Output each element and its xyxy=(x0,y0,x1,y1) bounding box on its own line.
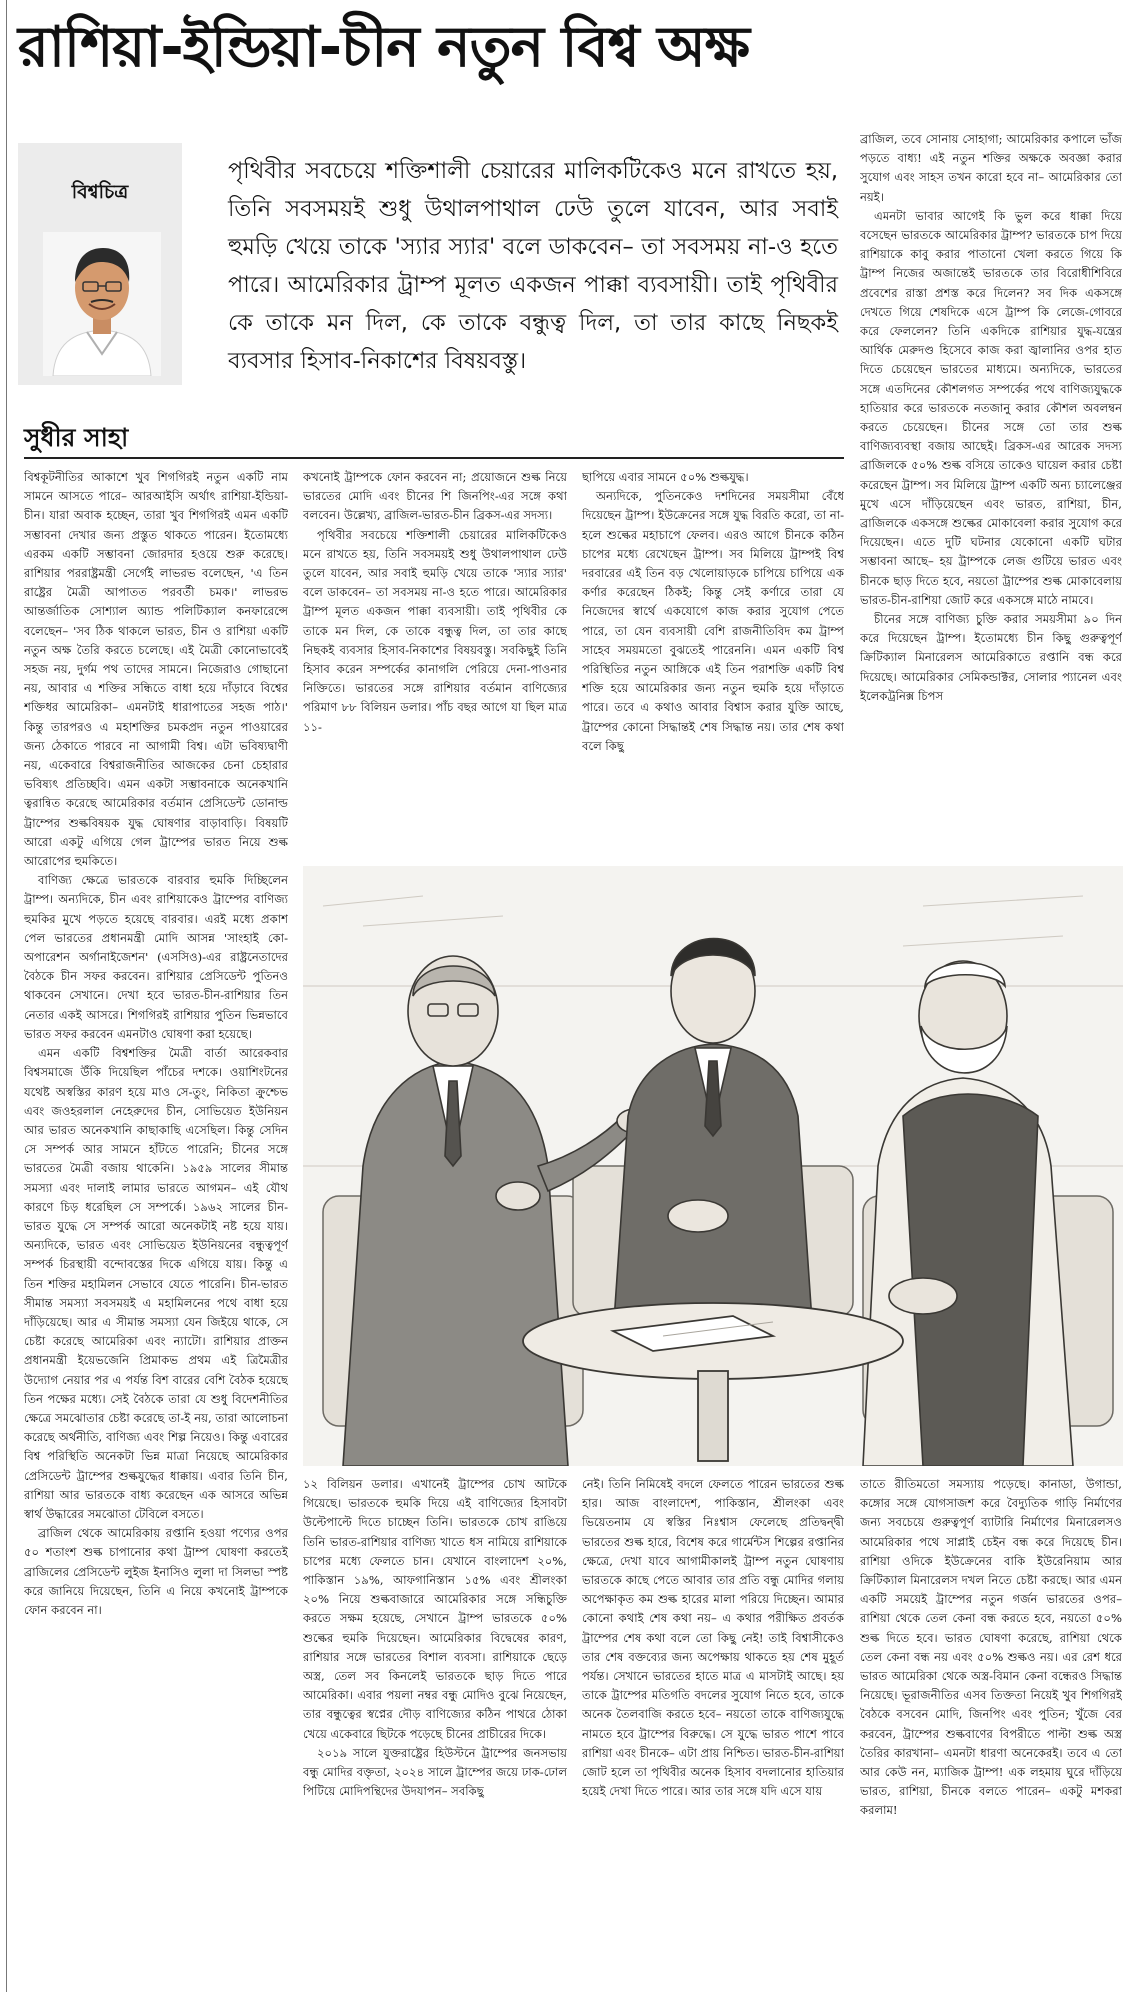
article-column-3-top xyxy=(582,468,844,858)
paragraph: ছাপিয়ে এবার সামনে ৫০% শুল্কযুদ্ধ। xyxy=(582,470,749,484)
paragraph: বিশ্বকূটনীতির আকাশে খুব শিগগিরই নতুন একটি নাম সামনে আসতে পারে– আরআইসি অর্থাৎ রাশিয়া-ইন্ডিয়া-চীন। যারা অবাক হচ্ছেন, তারা খুব শিগগিরই এমন একটি সম্ভাবনা দেখার জন্য প্রস্তুত থাকতে পারেন। ইতোমধ্যে এরকম একটি সম্ভাবনা জোরদার হওয়ে শুরু করেছে। রাশিয়ার পররাষ্ট্রমন্ত্রী সের্গেই লাভরভ বলেছেন, 'এ তিন রাষ্ট্রের মৈত্রী আপাতত পরবর্তী চমক।' লাভরভ আন্তর্জাতিক সোশ্যাল অ্যান্ড পলিটিক্যাল কনফারেন্সে বলেছেন– 'সব ঠিক থাকলে ভারত, চীন ও রাশিয়া একটি নতুন অক্ষ তৈরি করতে চলেছে। এই মৈত্রী কোনোভাবেই সহজ নয়, দুর্গম পথ তাদের সামনে। নিজেরাও গোছানো নয়, আবার এ শক্তির সন্ধিতে বাধা হয়ে দাঁড়াবে বিশ্বের শক্তিধর আমেরিকা– এমনটাই ধারাপাতের সহজ পাঠ।' কিন্তু তারপরও এ মহাশক্তির চমকপ্রদ নতুন পাওয়ারের জন্য ঠেকাতে পারবে না আগামী বিশ্ব। এটা ভবিষ্যদ্বাণী নয়, একেবারে বিশ্বরাজনীতির আজকের চেনা চেহারার ভবিষ্যৎ প্রতিচ্ছবি। এমন একটা সম্ভাবনাকে অনেকখানি ত্বরান্বিত করেছে আমেরিকার বর্তমান প্রেসিডেন্ট ডোনাল্ড ট্রাম্পের শুল্কবিষয়ক যুদ্ধ ঘোষণার বাড়াবাড়ি। বিষয়টি আরো একটু এগিয়ে গেল ট্রাম্পের ভারত নিয়ে শুল্ক আরোপের হুমকিতে। xyxy=(24,470,288,869)
article-column-1 xyxy=(24,468,288,1978)
article-column-4-bottom xyxy=(860,1475,1122,1980)
article-column-3-bottom xyxy=(582,1475,844,1980)
page-left-rule xyxy=(6,0,7,1992)
article-column-4-top xyxy=(860,130,1122,865)
paragraph: পৃথিবীর সবচেয়ে শক্তিশালী চেয়ারের মালিকটিকেও মনে রাখতে হয়, তিনি সবসময়ই শুধু উথালপাথাল ঢেউ তুলে যাবেন, আর সবাই হুমড়ি খেয়ে তাকে 'স্যার স্যার' বলে ডাকবেন– তা সবসময় না-ও হতে পারে। আমেরিকার ট্রাম্প মূলত একজন পাক্কা ব্যবসায়ী। তাই পৃথিবীর কে তাকে মন দিল, কে তাকে বন্ধুত্ব দিল, তা তার কাছে নিছকই ব্যবসার হিসাব-নিকাশের বিষয়বস্তু। সবকিছুই তিনি হিসাব করেন সম্পর্কের কানাগলি পেরিয়ে দেনা-পাওনার নিক্তিতে। ভারতের সঙ্গে রাশিয়ার বর্তমান বাণিজ্যের পরিমাণ ৮৮ বিলিয়ন ডলার। পাঁচ বছর আগে যা ছিল মাত্র ১১- xyxy=(303,527,567,734)
byline: সুধীর সাহা xyxy=(24,423,129,452)
headline: রাশিয়া-ইন্ডিয়া-চীন নতুন বিশ্ব অক্ষ xyxy=(18,15,750,80)
paragraph: ২০১৯ সালে যুক্তরাষ্ট্রের হিউস্টনে ট্রাম্পের জনসভায় বন্ধু মোদির বক্তৃতা, ২০২৪ সালে ট্রাম্পের জয়ে ঢাক-ঢোল পিটিয়ে মোদিপন্থিদের উদযাপন– সবকিছু xyxy=(303,1745,567,1799)
byline-rule xyxy=(24,457,844,459)
paragraph: চীনের সঙ্গে বাণিজ্য চুক্তি করার সময়সীমা ৯০ দিন করে দিয়েছেন ট্রাম্প। ইতোমধ্যে চীন কিছু গুরুত্বপূর্ণ ক্রিটিক্যাল মিনারেলস আমেরিকাতে রপ্তানি বন্ধ করে দিয়েছে। আমেরিকার সেমিকন্ডাক্টর, সোলার প্যানেল এবং ইলেকট্রনিক্স চিপস xyxy=(860,612,1122,703)
paragraph: ব্রাজিল থেকে আমেরিকায় রপ্তানি হওয়া পণ্যের ওপর ৫০ শতাংশ শুল্ক চাপানোর কথা ট্রাম্প ঘোষণা করতেই ব্রাজিলের প্রেসিডেন্ট লুইজ ইনাসিও লুলা দা সিলভা স্পষ্ট করে জানিয়ে দিয়েছেন, তিনি এ নিয়ে কখনোই ট্রাম্পকে ফোন করবেন না। xyxy=(24,1526,288,1617)
paragraph: ১২ বিলিয়ন ডলার। এখানেই ট্রাম্পের চোখ আটকে গিয়েছে। ভারতকে হুমকি দিয়ে এই বাণিজ্যের হিসাবটা উল্টেপাল্টে দিতে চাচ্ছেন তিনি। ভারতকে চোখ রাঙিয়ে তিনি ভারত-রাশিয়ার বাণিজ্য খাতে ধস নামিয়ে রাশিয়াকে চাপের মধ্যে ফেলতে চান। যেখানে বাংলাদেশ ২০%, পাকিস্তান ১৯%, আফগানিস্তান ১৫% এবং শ্রীলংকা ২০% নিয়ে শুল্কবাজারে আমেরিকার সঙ্গে সন্ধিচুক্তি করতে সক্ষম হয়েছে, সেখানে ট্রাম্প ভারতকে ৫০% শুল্কের হুমকি দিয়েছেন। আমেরিকার বিদ্বেষের কারণ, রাশিয়ার সঙ্গে ভারতের বিশাল ব্যবসা। রাশিয়াকে ছেড়ে অস্ত্র, তেল সব কিনলেই ভারতকে ছাড় দিতে পারে আমেরিকা। এবার পয়লা নম্বর বন্ধু মোদিও বুঝে নিয়েছেন, তার বন্ধুত্বের স্বপ্নের দৌড় বাণিজ্যের কঠিন পাথরে ঠোকা খেয়ে একেবারে ছিটকে পড়েছে চীনের প্রাচীরের দিকে। xyxy=(303,1477,567,1741)
column-name: বিশ্বচিত্র xyxy=(71,181,129,203)
paragraph: এমন একটি বিশ্বশক্তির মৈত্রী বার্তা আরেকবার বিশ্বসমাজে উঁকি দিয়েছিল পাঁচের দশকে। ওয়াশিংটনের যথেষ্ট অস্বস্তির কারণ হয়ে মাও সে-তুং, নিকিতা ক্রুশ্চেভ এবং জওহরলাল নেহেরুদের চীন, সোভিয়েত ইউনিয়ন আর ভারত অনেকখানি কাছাকাছি এসেছিল। কিন্তু সেদিন সে সম্পর্ক আর সামনে হাঁটতে পারেনি; চীনের সঙ্গে ভারতের মৈত্রী বজায় থাকেনি। ১৯৫৯ সালের সীমান্ত সমস্যা এবং দালাই লামার ভারতে আগমন– এই যৌথ কারণে চিড় ধরেছিল সে সম্পর্কে। ১৯৬২ সালের চীন-ভারত যুদ্ধে সে সম্পর্ক আরো অনেকটাই নষ্ট হয়ে যায়। অন্যদিকে, ভারত এবং সোভিয়েত ইউনিয়নের বন্ধুত্বপূর্ণ সম্পর্ক চিরস্থায়ী বন্দোবস্তের দিকে এগিয়ে যায়। কিন্তু এ তিন শক্তির মহামিলন সেভাবে যেতে পারেনি। চীন-ভারত সীমান্ত সমস্যা সবসময়ই এ মহামিলনের পথে বাধা হয়ে দাঁড়িয়েছে। আর এ সীমান্ত সমস্যা যেন জিইয়ে থাকে, সে চেষ্টা করেছে আমেরিকা এবং ন্যাটো। রাশিয়ার প্রাক্তন প্রধানমন্ত্রী ইয়েভজেনি প্রিমাকভ প্রথম এই ত্রিমৈত্রীর উদ্যোগ নেয়ার পর এ পর্যন্ত বিশ বারের বেশি বৈঠক হয়েছে তিন পক্ষের মধ্যে। সেই বৈঠকে তারা যে শুধু বিদেশনীতির ক্ষেত্রে সমঝোতার চেষ্টা করেছে তা-ই নয়, তারা আলোচনা করেছে অর্থনীতি, বাণিজ্য এবং শিল্প নিয়েও। কিন্তু এবারের বিশ্ব পরিস্থিতি অনেকটা ভিন্ন মাত্রা নিয়েছে আমেরিকার প্রেসিডেন্ট ট্রাম্পের শুল্কযুদ্ধের ধাক্কায়। এবার তিনি চীন, রাশিয়া আর ভারতকে বাধ্য করেছেন এক আসরে অভিন্ন স্বার্থ উদ্ধারের সমঝোতা টেবিলে বসতে। xyxy=(24,1046,288,1521)
paragraph: ব্রাজিল, তবে সোনায় সোহাগা; আমেরিকার কপালে ভাঁজ পড়তে বাধ্য! এই নতুন শক্তির অক্ষকে অবজ্ঞা করার সুযোগ এবং সাহস তখন কারো হবে না– আমেরিকার তো নয়ই। xyxy=(860,132,1122,204)
paragraph: নেই। তিনি নিমিষেই বদলে ফেলতে পারেন ভারতের শুল্ক হার। আজ বাংলাদেশ, পাকিস্তান, শ্রীলংকা এবং ভিয়েতনাম যে স্বস্তির নিঃশ্বাস ফেলেছে প্রতিদ্বন্দ্বী ভারতের শুল্ক হারে, বিশেষ করে গার্মেন্টস শিল্পের রপ্তানির ক্ষেত্রে, দেখা যাবে আগামীকালই ট্রাম্প নতুন ঘোষণায় ভারতকে কাছে পেতে আবার তার প্রতি বন্ধু মোদির গলায় অপেক্ষাকৃত কম শুল্ক হারের মালা পরিয়ে দিচ্ছেন। আমার কোনো কথাই শেষ কথা নয়– এ কথার পরীক্ষিত প্রবর্তক ট্রাম্পের শেষ কথা বলে তো কিছু নেই! তাই বিশ্বাসীকেও তার শেষ বক্তব্যের জন্য অপেক্ষায় থাকতে হয় শেষ মুহূর্ত পর্যন্ত। সেখানে ভারতের হাতে মাত্র এ মাসটাই আছে। হয় তাকে ট্রাম্পের মতিগতি বদলের সুযোগ নিতে হবে, তাকে অনেক তৈলবাজি করতে হবে– নয়তো তাকে বাণিজ্যযুদ্ধে নামতে হবে ট্রাম্পের বিরুদ্ধে। সে যুদ্ধে ভারত পাশে পাবে রাশিয়া এবং চীনকে– এটা প্রায় নিশ্চিত। ভারত-চীন-রাশিয়া জোট হলে তা পৃথিবীর অনেক হিসাব বদলানোর হাতিয়ার হয়েই দেখা দিতে পারে। আর তার সঙ্গে যদি এসে যায় xyxy=(582,1477,844,1799)
paragraph: কখনোই ট্রাম্পকে ফোন করবেন না; প্রয়োজনে শুল্ক নিয়ে ভারতের মোদি এবং চীনের শি জিনপিং-এর সঙ্গে কথা বলবেন। উল্লেখ্য, ব্রাজিল-ভারত-চীন ব্রিকস-এর সদস্য। xyxy=(303,470,567,523)
article-column-2-top xyxy=(303,468,567,858)
three-leaders-illustration xyxy=(303,866,1123,1466)
paragraph: বাণিজ্য ক্ষেত্রে ভারতকে বারবার হুমকি দিচ্ছিলেন ট্রাম্প। অন্যদিকে, চীন এবং রাশিয়াকেও ট্রাম্পের বাণিজ্য হুমকির মুখে পড়তে হয়েছে বারবার। এরই মধ্যে প্রকাশ পেল ভারতের প্রধানমন্ত্রী মোদি আসন্ন 'সাংহাই কো-অপারেশন অর্গানাইজেশন' (এসসিও)-এর রাষ্ট্রনেতাদের বৈঠকে চীন সফর করবেন। রাশিয়ার প্রেসিডেন্ট পুতিনও থাকবেন সেখানে। দেখা হবে ভারত-চীন-রাশিয়ার তিন নেতার একই আসরে। শিগগিরই রাশিয়ার পুতিন ভিন্নভাবে ভারত সফর করবেন এমনটাও ঘোষণা করা হয়েছে। xyxy=(24,873,288,1041)
paragraph: অন্যদিকে, পুতিনকেও দশদিনের সময়সীমা বেঁধে দিয়েছেন ট্রাম্প। ইউক্রেনের সঙ্গে যুদ্ধ বিরতি করো, তা না-হলে শুল্কের মহাচাপে ফেলব। এরও আগে চীনকে কঠিন চাপের মধ্যে রেখেছেন ট্রাম্প। সব মিলিয়ে ট্রাম্পই বিশ্ব দরবারের এই তিন বড় খেলোয়াড়কে চাপিয়ে চাপিয়ে এক কর্ণার করেছেন ঠিকই; কিন্তু সেই কর্ণারে তারা যে নিজেদের স্বার্থে একযোগে কাজ করার সুযোগ পেতে পারে, তা যেন ব্যবসায়ী বেশি রাজনীতিবিদ কম ট্রাম্প সাহেব সময়মতো বুঝতেই পারেননি। এমন একটি বিশ্ব পরিস্থিতির নতুন আঙ্গিকে এই তিন পরাশক্তি একটি বিশ্ব শক্তি হয়ে আমেরিকার জন্য নতুন হুমকি হয়ে দাঁড়াতে পারে। তবে এ কথাও আবার বিশ্বাস করার যুক্তি আছে, ট্রাম্পের কোনো সিদ্ধান্তই শেষ সিদ্ধান্ত নয়। তার শেষ কথা বলে কিছু xyxy=(582,489,844,753)
article-column-2-bottom xyxy=(303,1475,567,1980)
standfirst: পৃথিবীর সবচেয়ে শক্তিশালী চেয়ারের মালিকটিকেও মনে রাখতে হয়, তিনি সবসময়ই শুধু উথালপাথাল ঢেউ তুলে যাবেন, আর সবাই হুমড়ি খেয়ে তাকে 'স্যার স্যার' বলে ডাকবেন– তা সবসময় না-ও হতে পারে। আমেরিকার ট্রাম্প মূলত একজন পাক্কা ব্যবসায়ী। তাই পৃথিবীর কে তাকে মন দিল, কে তাকে বন্ধুত্ব দিল, তা তার কাছে নিছকই ব্যবসার হিসাব-নিকাশের বিষয়বস্তু। xyxy=(228,158,838,374)
author-portrait xyxy=(43,232,161,376)
paragraph: এমনটা ভাবার আগেই কি ভুল করে ধাক্কা দিয়ে বসেছেন ভারতকে আমেরিকার ট্রাম্প? ভারতকে চাপ দিয়ে রাশিয়াকে কাবু করার পাতানো খেলা করতে গিয়ে কি ট্রাম্প নিজের অজান্তেই ভারতকে তার বিরোধীশিবিরে প্রবেশের রাস্তা প্রশস্ত করে দিলেন? সব দিক একসঙ্গে দেখতে গিয়ে শেষদিকে এসে ট্রাম্প কি লেজে-গোবরে করে ফেললেন? তিনি একদিকে রাশিয়ার যুদ্ধ-যন্ত্রের আর্থিক মেরুদণ্ড হিসেবে কাজ করা জ্বালানির ওপর হাত দিতে চেয়েছেন ভারতের মাধ্যমে। অন্যদিকে, ভারতের সঙ্গে এতদিনের কৌশলগত সম্পর্কের পথে বাণিজ্যযুদ্ধকে হাতিয়ার করে ভারতকে নতজানু করার কৌশল অবলম্বন করতে চেয়েছেন। চীনের সঙ্গে তো তার শুল্ক বাণিজ্যব্যবস্থা বজায় আছেই। ব্রিকস-এর আরেক সদস্য ব্রাজিলকে ৫০% শুল্ক বসিয়ে তাকেও ঘায়েল করার চেষ্টা করেছেন ট্রাম্প। সব মিলিয়ে ট্রাম্প একটি অন্য চ্যালেঞ্জের মুখে এসে দাঁড়িয়েছেন এবং ভারত, রাশিয়া, চীন, ব্রাজিলকে একসঙ্গে শুল্কের মোকাবেলা করার সুযোগ করে দিয়েছেন। এতে দুটি ঘটনার যেকোনো একটি ঘটার সম্ভাবনা আছে– হয় ট্রাম্পকে লেজ গুটিয়ে ভারত এবং চীনকে ছাড় দিতে হবে, নয়তো ট্রাম্পের শুল্ক মোকাবেলায় ভারত-চীন-রাশিয়া জোট করে একসঙ্গে মাঠে নামবে। xyxy=(860,208,1122,607)
paragraph: তাতে রীতিমতো সমস্যায় পড়েছে। কানাডা, উগান্ডা, কঙ্গোর সঙ্গে যোগসাজশ করে বৈদ্যুতিক গাড়ি নির্মাণের জন্য সবচেয়ে গুরুত্বপূর্ণ ব্যাটারি নির্মাণের মিনারেলসও আমেরিকার পথে সাপ্লাই চেইন বন্ধ করে দিয়েছে চীন। রাশিয়া ওদিকে ইউক্রেনের বাকি ইউরেনিয়াম আর ক্রিটিক্যাল মিনারেলস দখল নিতে চেষ্টা করছে। আর এমন একটি সময়েই ট্রাম্পের নতুন গর্জন ভারতের ওপর– রাশিয়া থেকে তেল কেনা বন্ধ করতে হবে, নয়তো ৫০% শুল্ক দিতে হবে। ভারত ঘোষণা করেছে, রাশিয়া থেকে তেল কেনা বন্ধ নয় এবং ৫০% শুল্কও নয়। এর রেশ ধরে ভারত আমেরিকা থেকে অস্ত্র-বিমান কেনা বন্ধেরও সিদ্ধান্ত নিয়েছে। ভূরাজনীতির এসব তিক্ততা নিয়েই খুব শিগগিরই বৈঠকে বসবেন মোদি, জিনপিং এবং পুতিন; খুঁজে বের করবেন, ট্রাম্পের শুল্কবাণের বিপরীতে পাল্টা শুল্ক অস্ত্র তৈরির কারখানা– এমনটা ধারণা অনেকেরই। তবে এ তো আর কেউ নন, ম্যাজিক ট্রাম্প! এক লহমায় ঘুরে দাঁড়িয়ে ভারত, রাশিয়া, চীনকে বলতে পারেন– একটু মশকরা করলাম! xyxy=(860,1477,1122,1818)
